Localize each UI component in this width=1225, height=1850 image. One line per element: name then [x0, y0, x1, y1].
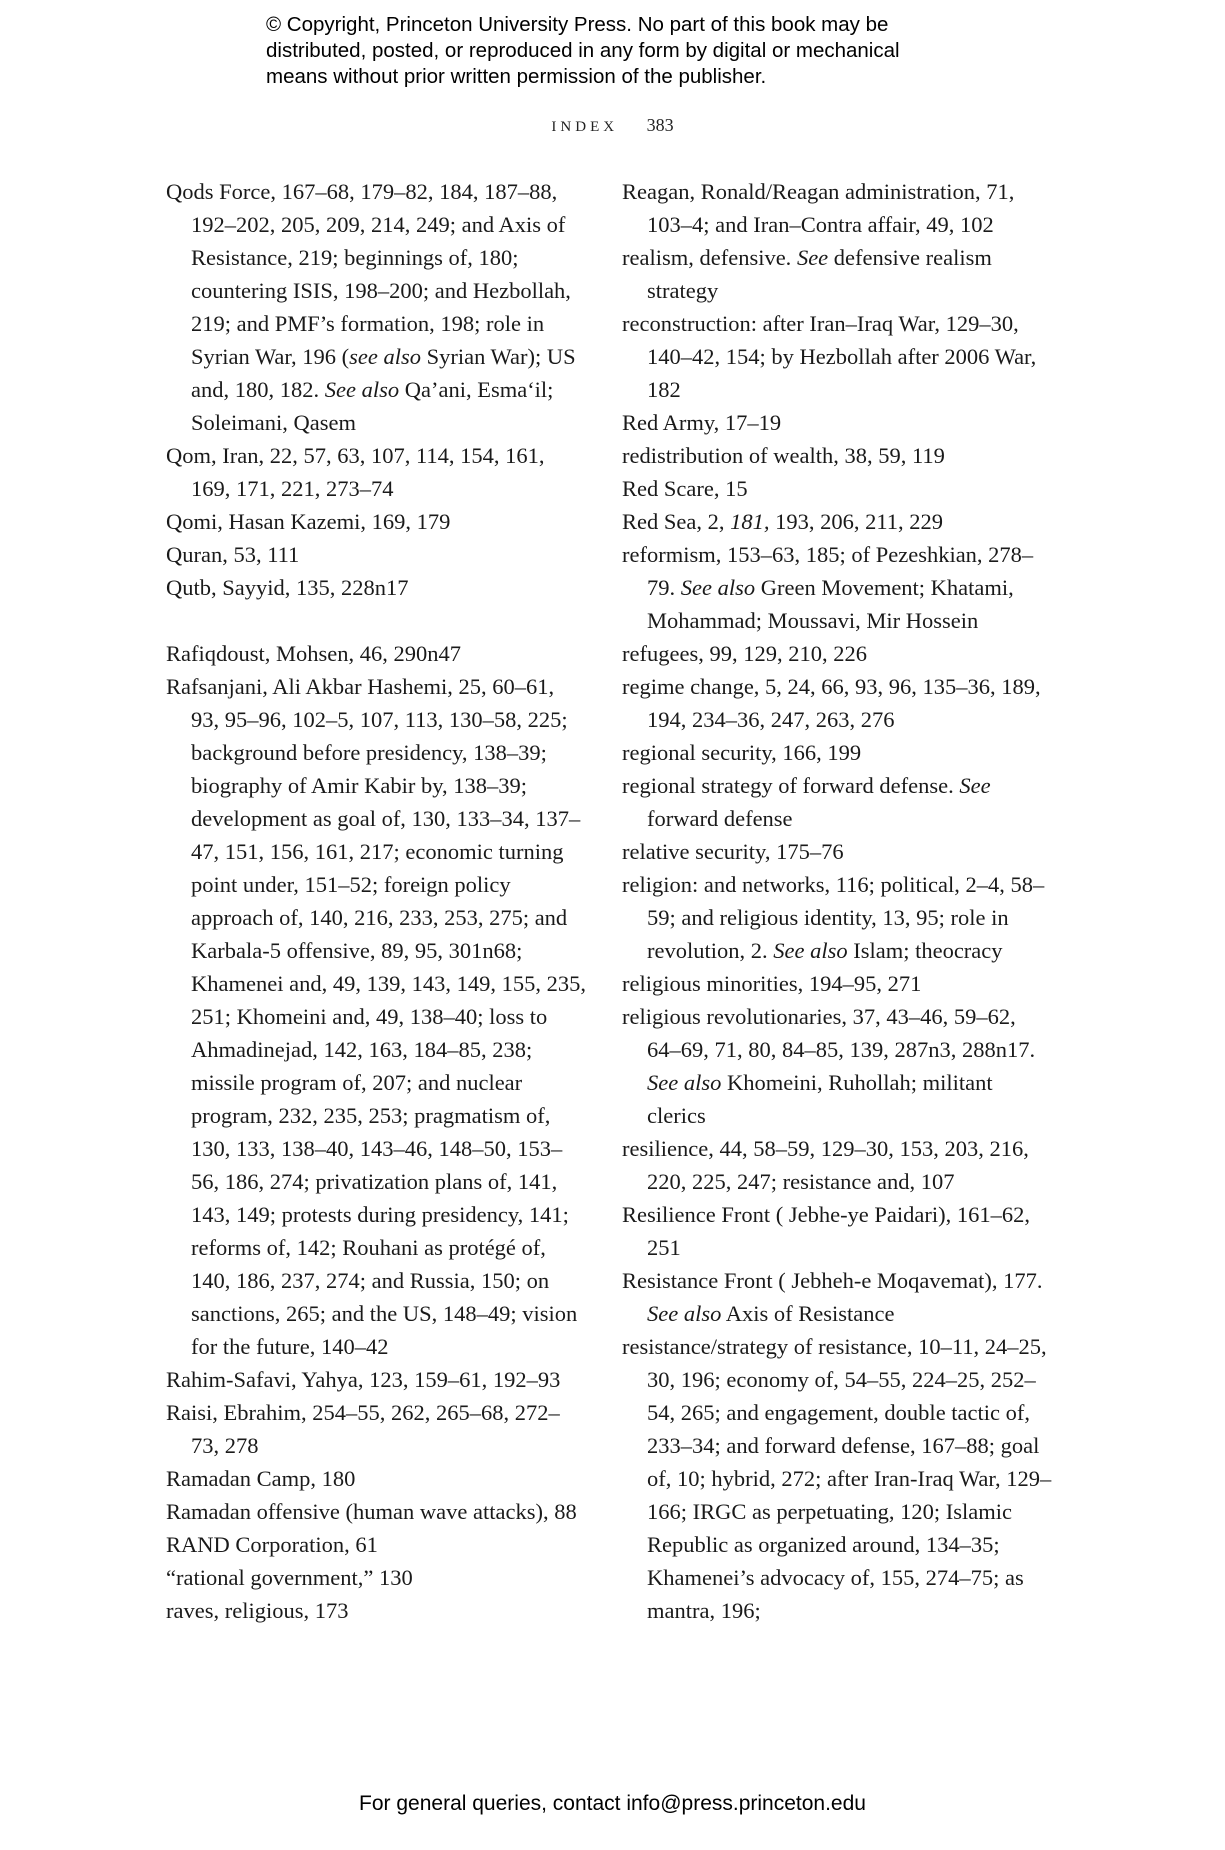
- index-entry-text: Quran, 53, 111: [166, 542, 300, 567]
- index-entry: [622, 868, 1052, 967]
- footer-contact: For general queries, contact info@press.princeton.edu: [359, 1792, 866, 1815]
- index-entry-text: Qods Force, 167–68, 179–82, 184, 187–88, 192–202, 205, 209, 214, 249; and Axis of Resistance, 219; beginnings of, 180; countering ISIS, 198–200; and Hezbollah, 219; and PMF’s formation, 198; role in Syrian War, 196 (: [166, 179, 571, 369]
- index-entry: [622, 1330, 1052, 1627]
- index-entry-text: Resistance Front ( Jebheh-e Moqavemat), 177.: [622, 1268, 1043, 1293]
- index-entry-text: redistribution of wealth, 38, 59, 119: [622, 443, 945, 468]
- index-entry-italic: See also: [647, 1070, 722, 1095]
- index-entry-italic: See: [959, 773, 991, 798]
- index-entry-text: Resilience Front ( Jebhe-ye Paidari), 161–62, 251: [622, 1202, 1031, 1260]
- index-entry: [622, 1000, 1052, 1132]
- running-head-label: INDEX: [551, 119, 619, 135]
- index-entry: [166, 1396, 586, 1462]
- index-entry-text: Qutb, Sayyid, 135, 228n17: [166, 575, 409, 600]
- index-entry: [622, 736, 1052, 769]
- index-entry-text: religion: and networks, 116; political, 2–4, 58–59; and religious identity, 13, 95; role in revolution, 2.: [622, 872, 1045, 963]
- index-entry-text: 193, 206, 211, 229: [769, 509, 944, 534]
- index-entry: [166, 1363, 586, 1396]
- index-entry: [622, 1198, 1052, 1264]
- index-entry-text: resistance/strategy of resistance, 10–11, 24–25, 30, 196; economy of, 54–55, 224–25, 252–54, 265; and engagement, double tactic of, 233–34; and forward defense, 167–88; goal of, 10; hybrid, 272; after Iran-Iraq War, 129–166; IRGC as perpetuating, 120; Islamic Republic as organized around, 134–35; Khamenei’s advocacy of, 155, 274–75; as mantra, 196;: [622, 1334, 1052, 1623]
- index-entry-text: religious minorities, 194–95, 271: [622, 971, 922, 996]
- index-entry: [622, 1132, 1052, 1198]
- index-entry: [622, 307, 1052, 406]
- index-entry-text: refugees, 99, 129, 210, 226: [622, 641, 867, 666]
- index-entry-text: Khomeini, Ruhollah; militant clerics: [647, 1070, 993, 1128]
- index-entry-italic: 181,: [730, 509, 770, 534]
- index-entry: [622, 835, 1052, 868]
- index-entry-italic: see also: [349, 344, 421, 369]
- copyright-notice: [266, 12, 1026, 90]
- index-entry-text: Qom, Iran, 22, 57, 63, 107, 114, 154, 161, 169, 171, 221, 273–74: [166, 443, 545, 501]
- index-entry-text: Red Sea, 2,: [622, 509, 731, 534]
- copyright-line: distributed, posted, or reproduced in any form by digital or mechanical: [266, 39, 900, 62]
- index-entry-text: defensive realism strategy: [647, 245, 992, 303]
- index-entry: [166, 1528, 586, 1561]
- index-entry-text: Rafsanjani, Ali Akbar Hashemi, 25, 60–61, 93, 95–96, 102–5, 107, 113, 130–58, 225; background before presidency, 138–39; biography of Amir Kabir by, 138–39; development as goal of, 130, 133–34, 137–47, 151, 156, 161, 217; economic turning point under, 151–52; foreign policy approach of, 140, 216, 233, 253, 275; and Karbala-5 offensive, 89, 95, 301n68; Khamenei and, 49, 139, 143, 149, 155, 235, 251; Khomeini and, 49, 138–40; loss to Ahmadinejad, 142, 163, 184–85, 238; missile program of, 207; and nuclear program, 232, 235, 253; pragmatism of, 130, 133, 138–40, 143–46, 148–50, 153–56, 186, 274; privatization plans of, 141, 143, 149; protests during presidency, 141; reforms of, 142; Rouhani as protégé of, 140, 186, 237, 274; and Russia, 150; on sanctions, 265; and the US, 148–49; vision for the future, 140–42: [166, 674, 586, 1359]
- index-entry-text: Rahim-Safavi, Yahya, 123, 159–61, 192–93: [166, 1367, 561, 1392]
- index-entry: [166, 1495, 586, 1528]
- index-entry-text: regional strategy of forward defense.: [622, 773, 960, 798]
- index-column-left: [166, 175, 586, 1627]
- copyright-line: © Copyright, Princeton University Press. No part of this book may be: [266, 13, 889, 36]
- index-entry-italic: See also: [773, 938, 848, 963]
- index-entry-text: Axis of Resistance: [721, 1301, 895, 1326]
- index-entry-text: “rational government,” 130: [166, 1565, 413, 1590]
- index-entry-text: Syrian War); US and, 180, 182.: [191, 344, 576, 402]
- index-entry-text: Islam; theocracy: [847, 938, 1003, 963]
- index-entry: [166, 175, 586, 439]
- index-entry-text: realism, defensive.: [622, 245, 797, 270]
- index-entry-text: Ramadan Camp, 180: [166, 1466, 356, 1491]
- index-entry: [622, 967, 1052, 1000]
- index-entry: [622, 439, 1052, 472]
- index-entry-text: regional security, 166, 199: [622, 740, 862, 765]
- index-entry-text: regime change, 5, 24, 66, 93, 96, 135–36, 189, 194, 234–36, 247, 263, 276: [622, 674, 1041, 732]
- index-entry-text: relative security, 175–76: [622, 839, 844, 864]
- index-entry-text: resilience, 44, 58–59, 129–30, 153, 203, 216, 220, 225, 247; resistance and, 107: [622, 1136, 1029, 1194]
- index-entry: [622, 670, 1052, 736]
- index-entry-italic: See also: [647, 1301, 722, 1326]
- index-entry-text: Red Army, 17–19: [622, 410, 782, 435]
- index-entry-text: Red Scare, 15: [622, 476, 748, 501]
- index-entry-text: Qa’ani, Esma‘il; Soleimani, Qasem: [191, 377, 554, 435]
- index-entry-text: reconstruction: after Iran–Iraq War, 129–30, 140–42, 154; by Hezbollah after 2006 War, 182: [622, 311, 1037, 402]
- copyright-line: means without prior written permission of the publisher.: [266, 65, 767, 88]
- index-entry: [622, 1264, 1052, 1330]
- index-entry: [622, 175, 1052, 241]
- index-entry-italic: See: [796, 245, 829, 270]
- index-entry-text: Green Movement; Khatami, Mohammad; Moussavi, Mir Hossein: [647, 575, 1014, 633]
- index-entry: [166, 637, 586, 670]
- index-entry-text: religious revolutionaries, 37, 43–46, 59–62, 64–69, 71, 80, 84–85, 139, 287n3, 288n17.: [622, 1004, 1036, 1062]
- index-entry: [166, 1594, 586, 1627]
- page-number: 383: [646, 115, 674, 135]
- index-entry-text: Qomi, Hasan Kazemi, 169, 179: [166, 509, 451, 534]
- index-entry-text: Ramadan offensive (human wave attacks), 88: [166, 1499, 577, 1524]
- index-entry: [166, 439, 586, 505]
- index-entry: [622, 472, 1052, 505]
- index-entry: [166, 571, 586, 604]
- index-entry: [622, 637, 1052, 670]
- index-entry-text: forward defense: [647, 806, 793, 831]
- index-entry-italic: See also: [680, 575, 756, 600]
- index-entry: [166, 538, 586, 571]
- index-entry: [622, 538, 1052, 637]
- index-entry-text: raves, religious, 173: [166, 1598, 349, 1623]
- index-entry: [166, 505, 586, 538]
- index-entry: [622, 406, 1052, 439]
- index-entry-text: reformism, 153–63, 185; of Pezeshkian, 278–79.: [622, 542, 1034, 600]
- index-entry: [166, 1462, 586, 1495]
- index-entry: [622, 241, 1052, 307]
- index-entry-italic: See also: [324, 377, 400, 402]
- index-column-right: [622, 175, 1052, 1627]
- index-entry-text: Reagan, Ronald/Reagan administration, 71, 103–4; and Iran–Contra affair, 49, 102: [622, 179, 1015, 237]
- index-entry-text: RAND Corporation, 61: [166, 1532, 378, 1557]
- index-entry: [166, 1561, 586, 1594]
- index-entry: [166, 670, 586, 1363]
- index-entry: [622, 769, 1052, 835]
- index-entry-text: Rafiqdoust, Mohsen, 46, 290n47: [166, 641, 461, 666]
- running-head: [0, 115, 1225, 136]
- index-entry-text: Raisi, Ebrahim, 254–55, 262, 265–68, 272–73, 278: [166, 1400, 560, 1458]
- index-entry: [622, 505, 1052, 538]
